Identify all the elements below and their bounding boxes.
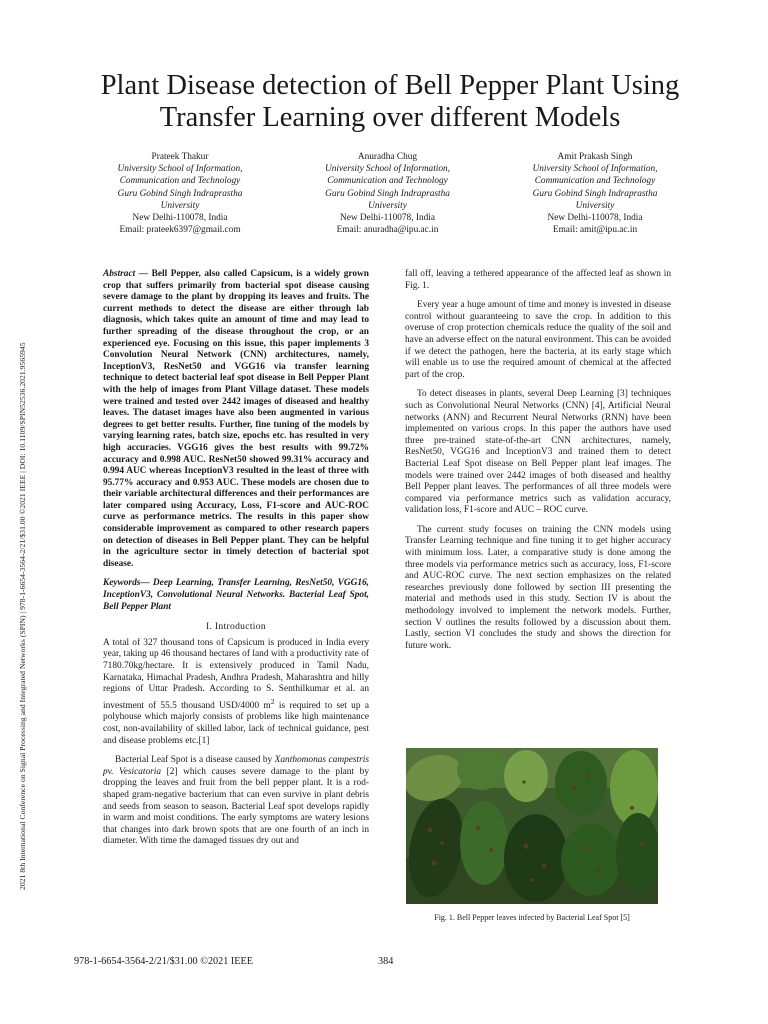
keywords bbox=[103, 578, 369, 613]
author-name: Prateek Thakur bbox=[151, 152, 209, 162]
intro-p2-text: Bacterial Leaf Spot is a disease caused by bbox=[115, 755, 275, 766]
author-affiliation: Communication and Technology bbox=[327, 176, 448, 187]
paper-title bbox=[60, 70, 720, 134]
superscript: 2 bbox=[270, 696, 275, 706]
author-city: New Delhi-110078, India bbox=[340, 213, 435, 224]
author-name: Anuradha Chug bbox=[357, 152, 418, 162]
author-affiliation: Communication and Technology bbox=[119, 176, 241, 187]
abstract-text: — Bell Pepper, also called Capsicum, is a widely grown crop that suffers primarily from bacterial spot disease causing severe damage to the plant by dropping its leaves and fruits. The current methods to detect the disease are either through lab diagnosis, which takes quite an amount of time and may lead to further spreading of the disease throughout the crop, or an experienced eye. Focusing on this issue, this paper implements 3 Convolution Neural Network (CNN) architectures, namely, InceptionV3, ResNet50 and VGG16 via transfer learning technique to detect bacterial leaf spot disease in Bell Pepper Plant with the help of images from Plant Village dataset. These models were trained and tested over 2442 images of diseased and healthy leaves. The dataset images have also been augmented in various degrees to get better results. Further, fine tuning of the models by varying learning rates, batch size, epochs etc. has resulted in very high accuracies. VGG16 gives the best results with 99.72% accuracy and 0.998 AUC. ResNet50 showed 99.31% accuracy and 0.994 AUC whereas InceptionV3 resulted in the least of three with 95.77% accuracy and 0.953 AUC. These models are chosen due to their variable architectural differences and their performances are later compared using Accuracy, Loss, F1-score and AUC-ROC curve as performance metrics. The results in this paper show considerable improvement as compared to other research papers on detection of diseases in Bell Pepper plant. They can be helpful in the agriculture sector in timely detection of bacterial spot disease. bbox=[103, 269, 369, 569]
left-column bbox=[103, 269, 369, 856]
intro-paragraph-1 bbox=[103, 638, 369, 747]
author-city: New Delhi-110078, India bbox=[547, 213, 643, 224]
author-2 bbox=[288, 151, 488, 236]
author-name: Amit Prakash Singh bbox=[557, 152, 633, 162]
section-heading-introduction: I. Introduction bbox=[206, 621, 266, 633]
keywords-text: Deep Learning, Transfer Learning, ResNet50, VGG16, InceptionV3, Convolutional Neural Networks. Bacterial Leaf Spot, Bell Pepper Plant bbox=[103, 578, 369, 612]
author-affiliation: Communication and Technology bbox=[534, 176, 656, 187]
abstract-label: Abstract bbox=[103, 269, 136, 279]
right-paragraph-0: fall off, leaving a tethered appearance of the affected leaf as shown in Fig. 1. bbox=[405, 269, 671, 291]
figure-leaves-photo bbox=[406, 748, 658, 904]
author-1 bbox=[80, 151, 280, 236]
intro-p2-text-cont: [2] which causes severe damage to the plant by dropping the leaves and fruit from the bell pepper plant. It is a rod-shaped gram-negative bacterium that can even survive in plant debris and seeds from season to season. Bacterial Leaf spot develops rapidly in warm and moist conditions. The early symptoms are watery lesions that changes into dark brown spots that are one fourth of an inch in diameter. With time the damaged tissues dry out and bbox=[103, 766, 369, 847]
author-3 bbox=[495, 151, 695, 236]
right-paragraph-1: Every year a huge amount of time and money is invested in disease control without guaranteeing to save the crop. In addition to this overuse of crop protection chemicals reduce the quality of the soil and have an adverse effect on the natural environment. This can be avoided if we detect the pathogen, here the bacteria, at its early stage which will enable us to use the required amount of chemical at the affected part of the crop. bbox=[405, 300, 671, 380]
right-column bbox=[405, 269, 671, 660]
author-affiliation: Guru Gobind Singh Indraprastha bbox=[325, 188, 450, 199]
footer-copyright: 978-1-6654-3564-2/21/$31.00 ©2021 IEEE bbox=[74, 956, 253, 967]
author-affiliation: Guru Gobind Singh Indraprastha bbox=[532, 188, 658, 199]
species-name: Xanthomonas campestris pv. Vesicatoria bbox=[103, 755, 369, 777]
author-email: Email: prateek6397@gmail.com bbox=[119, 225, 241, 236]
author-affiliation: Guru Gobind Singh Indraprastha bbox=[117, 188, 243, 199]
author-affiliation: University bbox=[575, 200, 615, 211]
author-affiliation: University bbox=[368, 200, 407, 211]
intro-paragraph-2 bbox=[103, 755, 369, 848]
intro-p1-text: A total of 327 thousand tons of Capsicum is produced in India every year, taking up 46 thousand hectares of land with a productivity rate of 7180.70kg/hectare. It is extensively produced in Tamil Nadu, Karnataka, Himachal Pradesh, Andhra Pradesh, Maharashtra and hilly regions of Uttar Pradesh. According to S. Senthilkumar et al. an investment of 55.5 thousand USD/4000 m bbox=[103, 637, 369, 711]
author-affiliation: University School of Information, bbox=[117, 164, 243, 175]
keywords-label: Keywords— bbox=[103, 578, 150, 589]
author-affiliation: University School of Information, bbox=[532, 164, 658, 175]
right-paragraph-3: The current study focuses on training the CNN models using Transfer Learning technique and fine tuning it to get higher accuracy with minimum loss. Later, a comparative study is done among the three models via performance metrics such as accuracy, loss, F1-score and AUC-ROC curve. The next section emphasizes on the related researches previously done followed by section III presenting the material and methods used in this study. Section IV is about the methodology involved to implement the network models. Further, section V outlines the results followed by a discussion about them. Lastly, section VI concludes the study and shows the direction for future work. bbox=[405, 524, 671, 651]
intro-p1-text-cont: is required to set up a polyhouse which majorly consists of problems like high maintenance cost, non-availability of skilled labor, lack of technical guidance, pest and disease problems etc.[1] bbox=[103, 700, 369, 746]
page-number: 384 bbox=[378, 956, 394, 967]
figure-caption: Fig. 1. Bell Pepper leaves infected by Bacterial Leaf Spot [5] bbox=[434, 913, 630, 922]
leaves-illustration bbox=[406, 748, 658, 904]
author-affiliation: University School of Information, bbox=[325, 164, 450, 175]
title-line-2: Transfer Learning over different Models bbox=[159, 102, 621, 133]
title-line-1: Plant Disease detection of Bell Pepper Plant Using bbox=[100, 70, 680, 101]
conference-banner bbox=[4, 130, 32, 890]
right-paragraph-2: To detect diseases in plants, several Deep Learning [3] techniques such as Convolutional Neural Networks (CNN) [4], Artificial Neural networks (ANN) and Recurrent Neural Networks (RNN) have been implemented on various crops. In this paper the authors have used three pre-trained state-of-the-art CNN architectures, namely, ResNet50, VGG16 and InceptionV3 and trained them to detect Bacterial Leaf Spot disease on Bell Pepper plant leaf images. The models were trained over 2442 images of both diseased and healthy Bell Pepper plant leaves. The performances of all three models were compared via performance metrics such as validation accuracy, validation loss, F1-score and AUC – ROC curve. bbox=[405, 389, 671, 516]
author-block bbox=[80, 151, 695, 236]
author-affiliation: University bbox=[160, 200, 200, 211]
abstract bbox=[103, 269, 369, 570]
conference-banner-text: 2021 8th International Conference on Signal Processing and Integrated Networks (SPIN) | 978-1-6654-3564-2/21/$31.00 ©2021 IEEE | DOI: 10.1109/SPIN52536.2021.9565945 bbox=[18, 342, 27, 890]
author-city: New Delhi-110078, India bbox=[132, 213, 228, 224]
author-email: Email: anuradha@ipu.ac.in bbox=[336, 225, 439, 236]
author-email: Email: amit@ipu.ac.in bbox=[552, 225, 638, 236]
